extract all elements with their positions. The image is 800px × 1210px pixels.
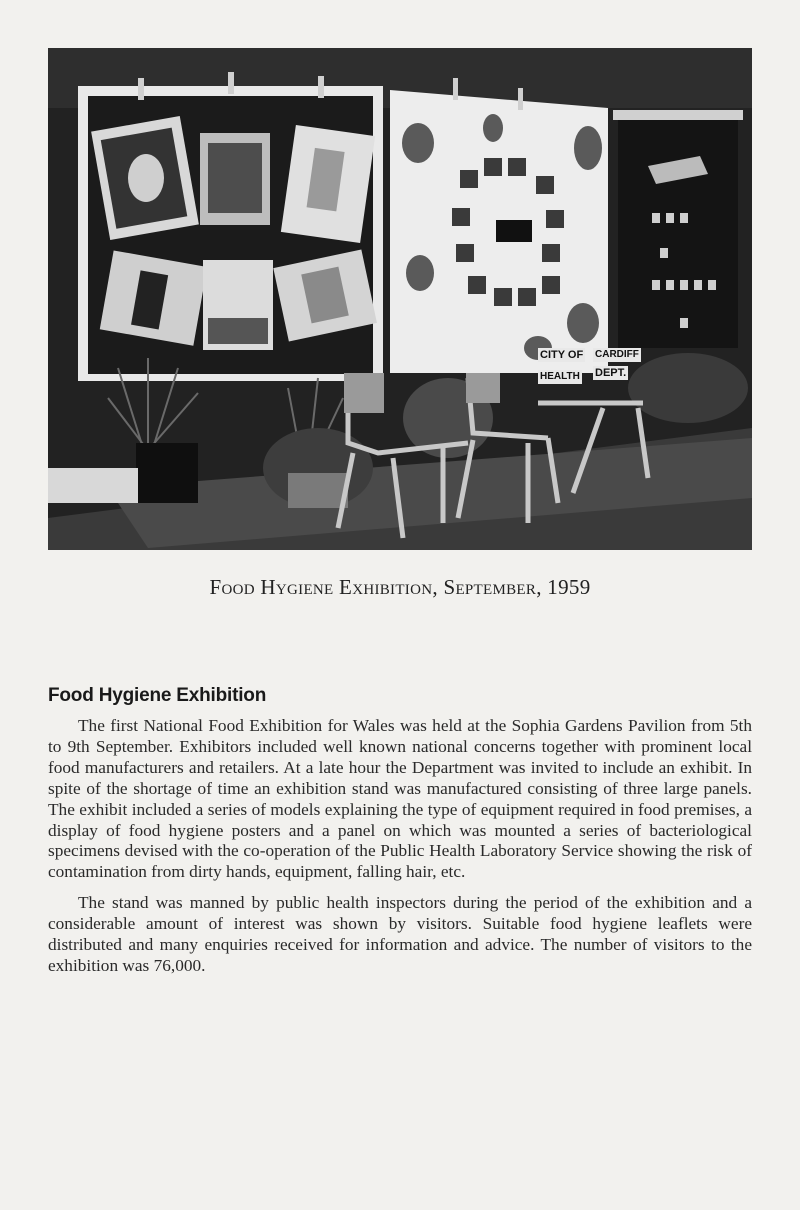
exhibition-photo xyxy=(48,48,752,550)
section-body xyxy=(48,716,752,984)
paragraph: The first National Food Exhibition for Wales was held at the Sophia Gardens Pavilion from 5th to 9th September. Exhibitors included well known national concerns together with prominent local food manufacturers and retailers. At a late hour the Department was invited to include an exhibit. In spite of the shortage of time an exhibition stand was manufactured consisting of three large panels. The exhibit included a series of models explaining the type of equipment required in food premises, a display of food hygiene posters and a panel on which was mounted a series of bacteriological specimens devised with the co-operation of the Public Health Laboratory Service showing the risk of contamination from dirty hands, equipment, falling hair, etc. xyxy=(48,716,752,882)
poster-panel xyxy=(78,72,383,381)
paragraph: The stand was manned by public health inspectors during the period of the exhibition and a considerable amount of interest was shown by visitors. Suitable food hygiene leaflets were distributed and many enquiries received for information and advice. The number of visitors to the exhibition was 76,000. xyxy=(48,893,752,975)
exhibition-stand-illustration xyxy=(48,48,752,550)
section-heading: Food Hygiene Exhibition xyxy=(48,685,267,706)
sign-cardiff: CARDIFF xyxy=(595,349,639,360)
specimens-panel xyxy=(613,110,743,348)
sign-dept: DEPT. xyxy=(595,367,627,379)
photo-caption: Food Hygiene Exhibition, September, 1959 xyxy=(209,575,591,599)
sign-health: HEALTH xyxy=(540,371,580,382)
models-panel xyxy=(390,78,608,373)
sign-city-of: CITY OF xyxy=(540,349,584,361)
